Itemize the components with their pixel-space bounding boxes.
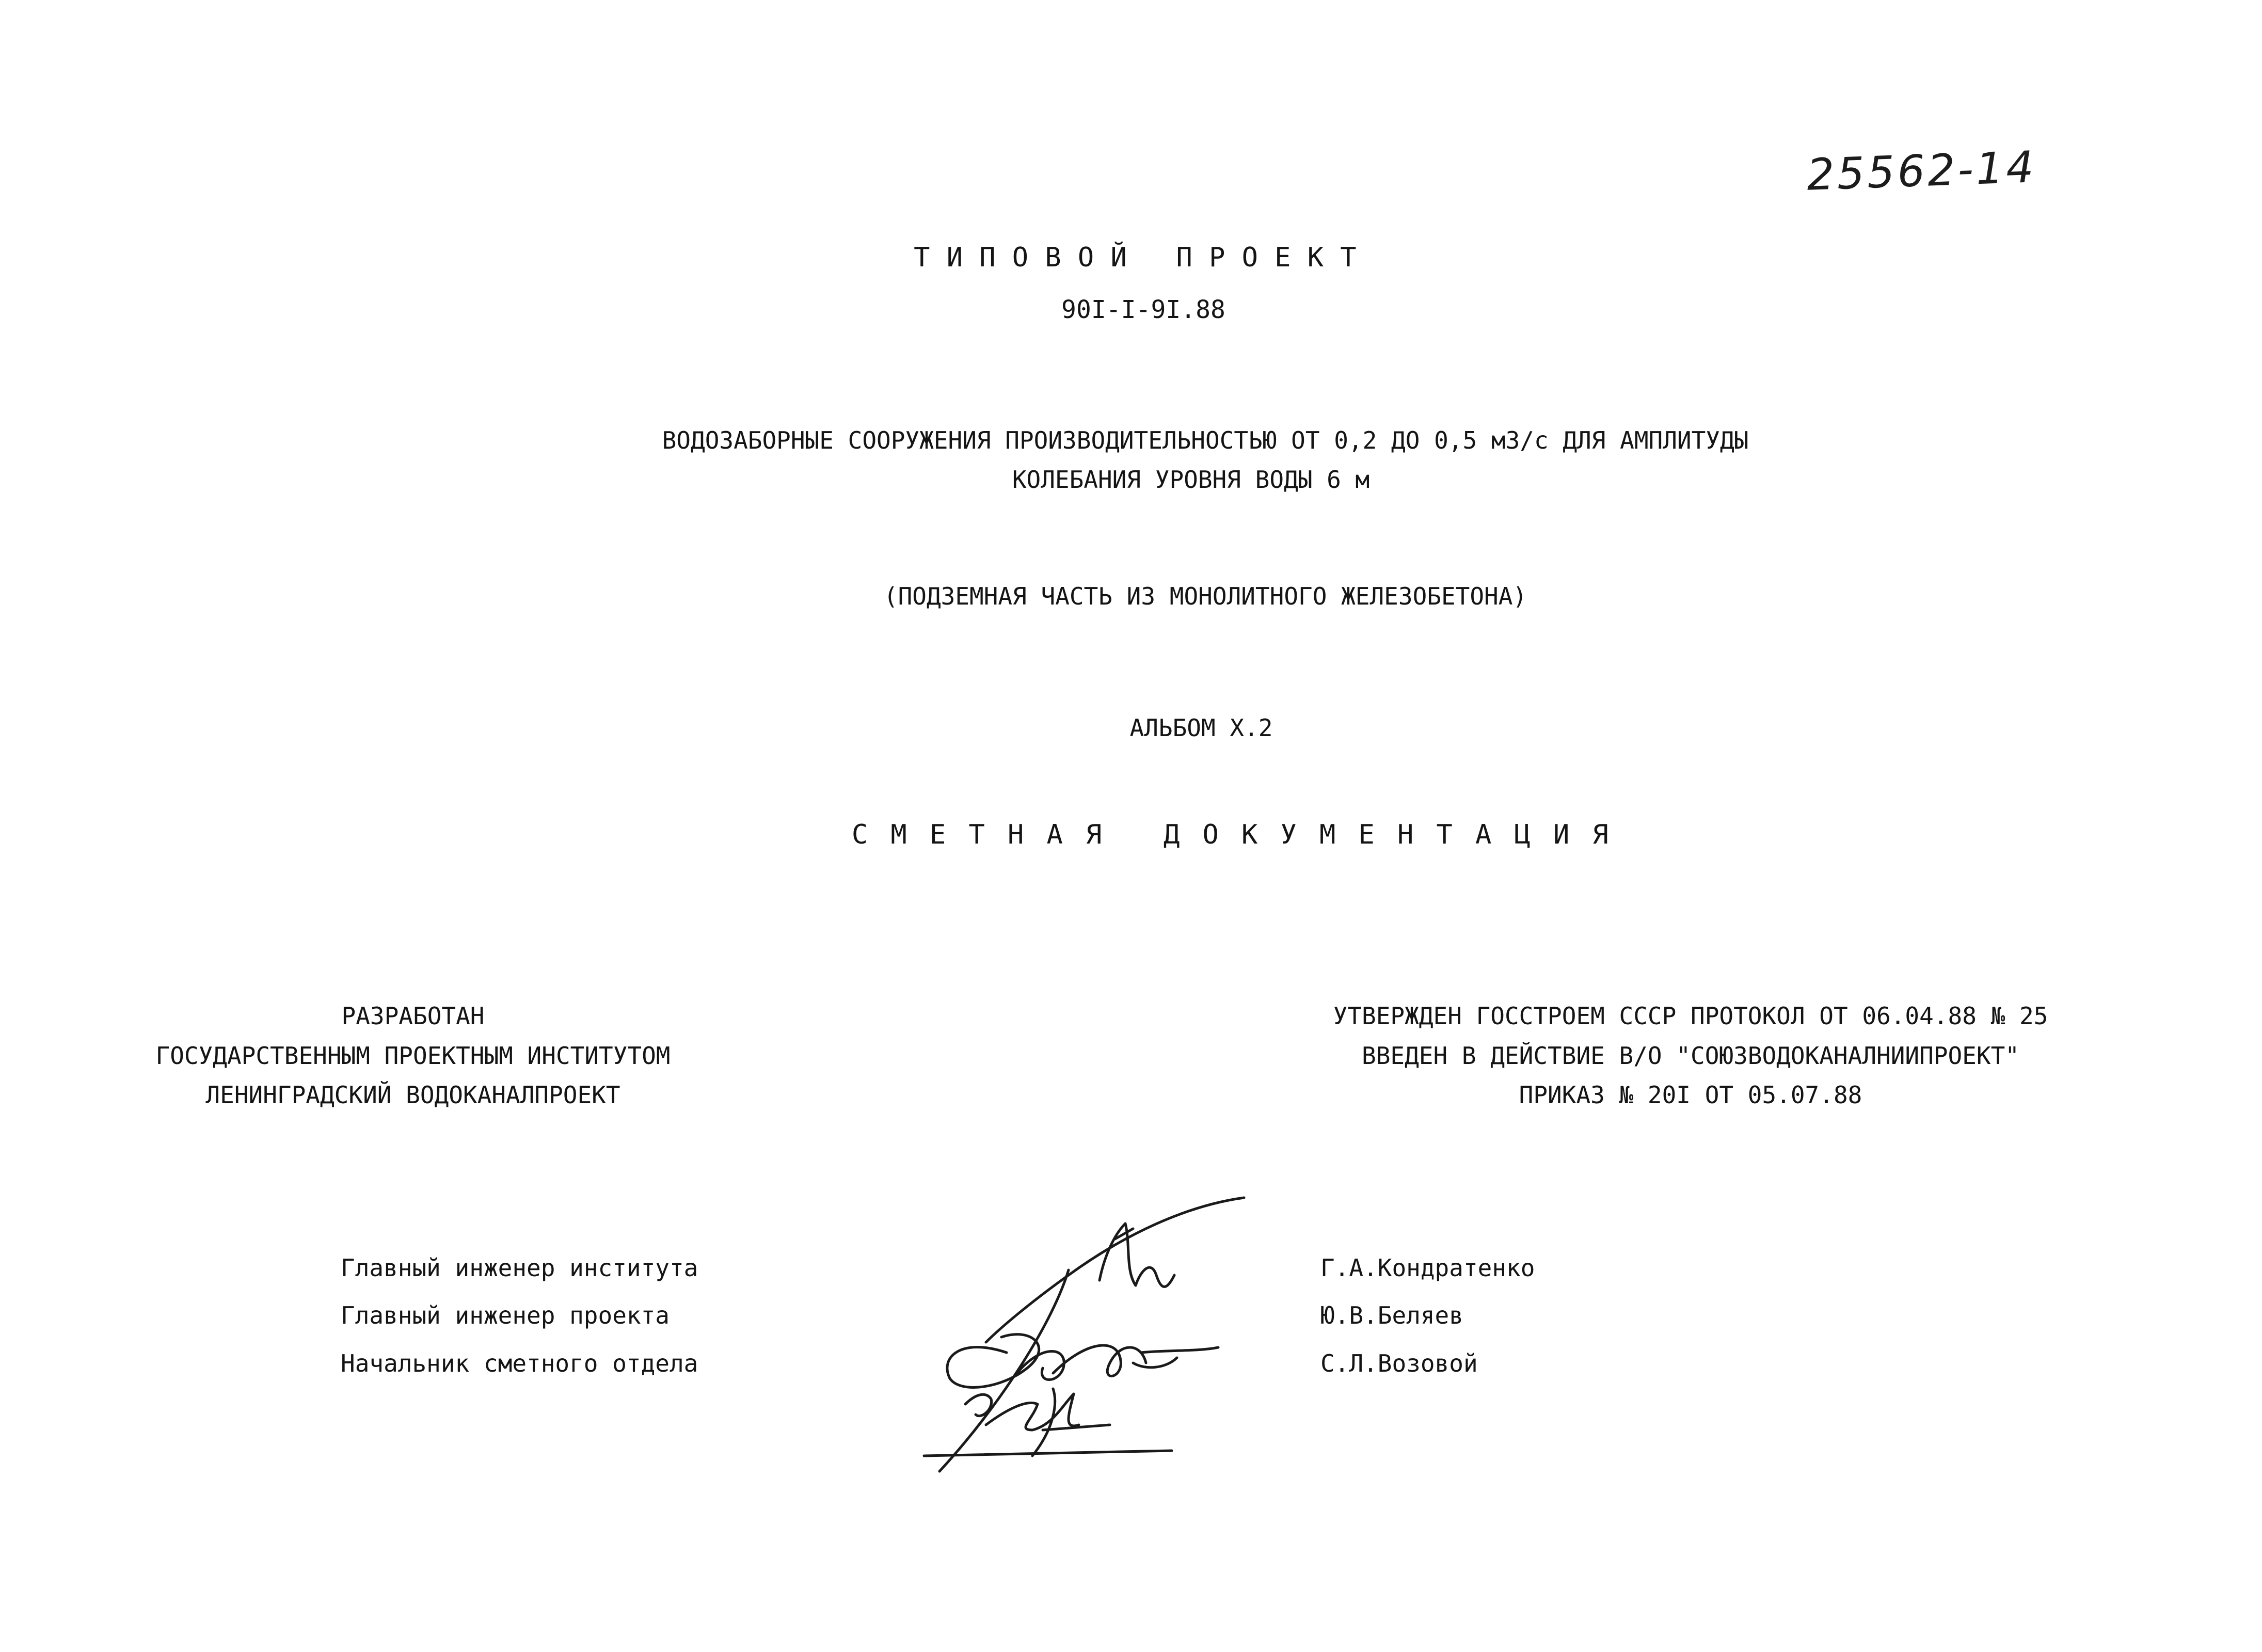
project-code: 90I-I-9I.88 <box>1061 295 1225 324</box>
approval-line-2: ВВЕДЕН В ДЕЙСТВИЕ В/О "СОЮЗВОДОКАНАЛНИИПРОЕКТ" <box>1362 1042 2019 1070</box>
document-number: 25562-14 <box>1806 141 2037 200</box>
signatory-role: Главный инженер института <box>341 1254 698 1282</box>
album-label: АЛЬБОМ Х.2 <box>1129 714 1273 742</box>
approval-line-1: УТВЕРЖДЕН ГОССТРОЕМ СССР ПРОТОКОЛ ОТ 06.04.88 № 25 <box>1333 1002 2048 1030</box>
title-line-2: КОЛЕБАНИЯ УРОВНЯ ВОДЫ 6 м <box>1012 466 1370 494</box>
title-line-1: ВОДОЗАБОРНЫЕ СООРУЖЕНИЯ ПРОИЗВОДИТЕЛЬНОСТЬЮ ОТ 0,2 ДО 0,5 м3/с ДЛЯ АМПЛИТУДЫ <box>662 426 1749 454</box>
signatory-name: Ю.В.Беляев <box>1320 1301 1463 1329</box>
approval-line-3: ПРИКАЗ № 20I ОТ 05.07.88 <box>1519 1081 1862 1109</box>
signatory-name: С.Л.Возовой <box>1320 1349 1478 1377</box>
section-title: СМЕТНАЯ ДОКУМЕНТАЦИЯ <box>851 819 1632 850</box>
developer-line-2: ГОСУДАРСТВЕННЫМ ПРОЕКТНЫМ ИНСТИТУТОМ <box>155 1042 671 1070</box>
subtitle: (ПОДЗЕМНАЯ ЧАСТЬ ИЗ МОНОЛИТНОГО ЖЕЛЕЗОБЕТОНА) <box>883 582 1527 610</box>
handwritten-signatures <box>898 1187 1270 1476</box>
document-heading: ТИПОВОЙ ПРОЕКТ <box>914 242 1373 273</box>
signatory-name: Г.А.Кондратенко <box>1320 1254 1535 1282</box>
developer-line-1: РАЗРАБОТАН <box>341 1002 485 1030</box>
signatory-role: Главный инженер проекта <box>341 1301 670 1329</box>
developer-line-3: ЛЕНИНГРАДСКИЙ ВОДОКАНАЛПРОЕКТ <box>205 1081 620 1109</box>
signatory-role: Начальник сметного отдела <box>341 1349 698 1377</box>
